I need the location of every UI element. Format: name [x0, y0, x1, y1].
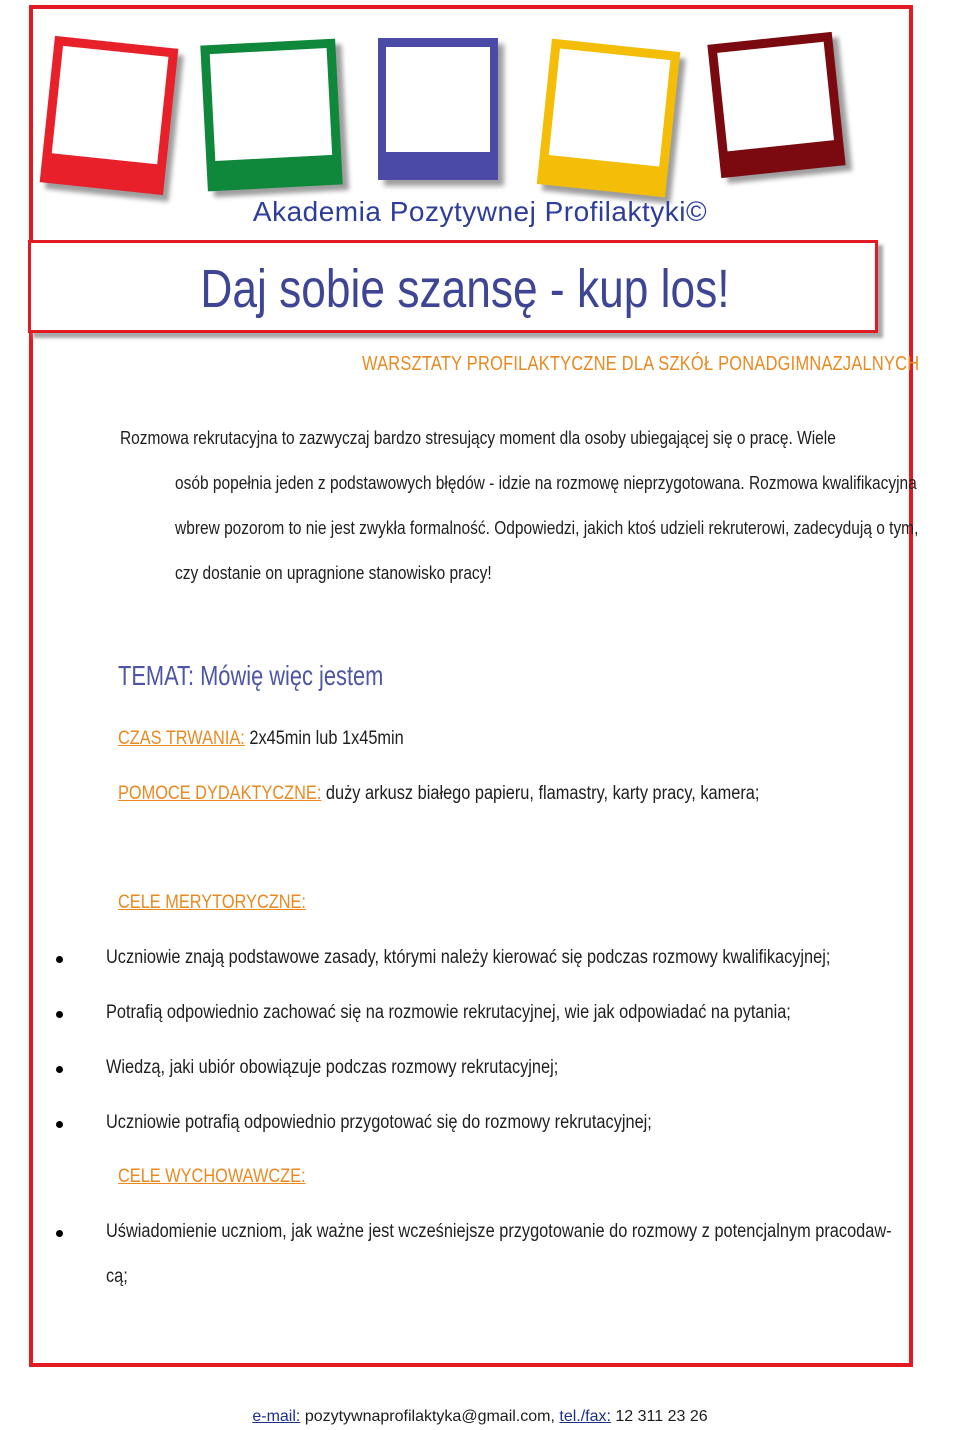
green-photo-frame-icon — [200, 39, 342, 192]
duration-label: CZAS TRWANIA: — [118, 728, 245, 749]
intro-line: osób popełnia jeden z podstawowych błędów - idzie na rozmowę nieprzygotowana. Rozmowa kwalifikacyjna — [175, 473, 917, 493]
organization-name: Akademia Pozytywnej Profilaktyki© — [252, 196, 708, 227]
page-title: Daj sobie szansę - kup los! — [200, 259, 730, 319]
list-item: Potrafią odpowiednio zachować się na rozmowie rekrutacyjnej, wie jak odpowiadać na pytania; — [106, 1002, 791, 1023]
topic-heading: TEMAT: Mówię więc jestem — [118, 660, 384, 691]
phone-label: tel./fax: — [559, 1408, 611, 1425]
intro-line: czy dostanie on upragnione stanowisko pracy! — [175, 563, 492, 583]
duration-row — [118, 728, 404, 750]
bullet-icon — [56, 1230, 63, 1237]
yellow-photo-frame-icon — [537, 39, 681, 198]
footer-contact — [0, 1408, 960, 1426]
email-link[interactable]: pozytywnaprofilaktyka@gmail.com, — [304, 1408, 555, 1425]
list-item: Wiedzą, jaki ubiór obowiązuje podczas rozmowy rekrutacyjnej; — [106, 1057, 559, 1078]
teaching-aids-value: duży arkusz białego papieru, flamastry, karty pracy, kamera; — [325, 783, 760, 804]
bullet-icon — [56, 1011, 63, 1018]
list-item: Uświadomienie uczniom, jak ważne jest wcześniejsze przygotowanie do rozmowy z potencjalnym pracodaw- — [106, 1221, 892, 1242]
list-item: Uczniowie znają podstawowe zasady, którymi należy kierować się podczas rozmowy kwalifikacyjnej; — [106, 947, 831, 968]
subtitle: WARSZTATY PROFILAKTYCZNE DLA SZKÓŁ PONADGIMNAZJALNYCH — [362, 353, 920, 375]
teaching-aids-row — [118, 783, 759, 805]
blue-photo-frame-icon — [378, 38, 498, 180]
list-item: Uczniowie potrafią odpowiednio przygotować się do rozmowy rekrutacyjnej; — [106, 1112, 652, 1133]
bullet-icon — [56, 956, 63, 963]
list-item-continuation: cą; — [106, 1266, 128, 1287]
substantive-goals-heading: CELE MERYTORYCZNE: — [118, 892, 306, 913]
bullet-icon — [56, 1121, 63, 1128]
maroon-photo-frame-icon — [707, 32, 845, 178]
teaching-aids-label: POMOCE DYDAKTYCZNE: — [118, 783, 322, 804]
red-photo-frame-icon — [40, 36, 179, 195]
email-label: e-mail: — [252, 1408, 301, 1425]
phone-number: 12 311 23 26 — [615, 1408, 708, 1425]
bullet-icon — [56, 1066, 63, 1073]
educational-goals-heading: CELE WYCHOWAWCZE: — [118, 1166, 306, 1187]
intro-line: wbrew pozorom to nie jest zwykła formalność. Odpowiedzi, jakich ktoś udzieli rekruterowi, zadecydują o tym, — [175, 518, 919, 538]
intro-line: Rozmowa rekrutacyjna to zazwyczaj bardzo stresujący moment dla osoby ubiegającej się o pracę. Wiele — [120, 428, 836, 448]
duration-value: 2x45min lub 1x45min — [249, 728, 404, 749]
